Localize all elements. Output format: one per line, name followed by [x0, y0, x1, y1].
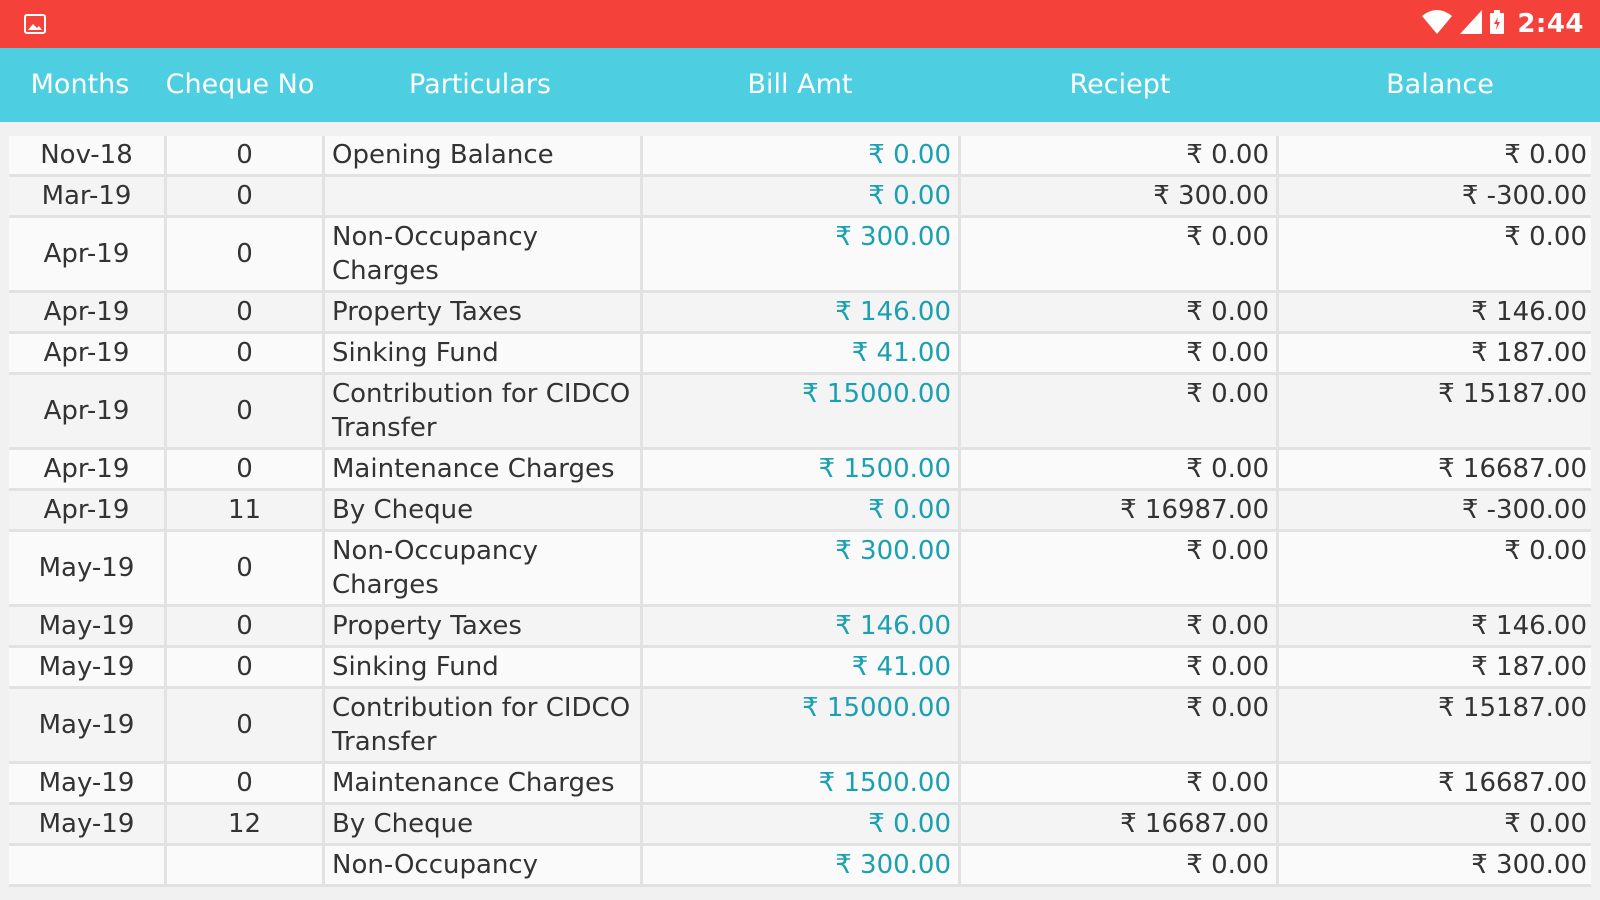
header-receipt[interactable]: Reciept: [1069, 69, 1171, 100]
receipt-cell: ₹ 16687.00: [961, 805, 1276, 843]
bill-amt-cell: ₹ 1500.00: [643, 450, 958, 488]
bill-amt-cell: ₹ 1500.00: [643, 764, 958, 802]
receipt-cell: ₹ 300.00: [961, 177, 1276, 215]
month-cell: May-19: [9, 805, 164, 843]
table-row[interactable]: [9, 648, 1591, 686]
bill-amt-cell: ₹ 0.00: [643, 491, 958, 529]
table-row[interactable]: [9, 375, 1591, 447]
month-cell: May-19: [9, 648, 164, 686]
bill-amt-cell: ₹ 300.00: [643, 846, 958, 884]
balance-cell: ₹ 15187.00: [1279, 375, 1591, 447]
balance-cell: ₹ 146.00: [1279, 293, 1591, 331]
receipt-cell: ₹ 0.00: [961, 607, 1276, 645]
receipt-cell: ₹ 16987.00: [961, 491, 1276, 529]
table-row[interactable]: [9, 136, 1591, 174]
receipt-cell: ₹ 0.00: [961, 375, 1276, 447]
ledger-table[interactable]: [9, 136, 1591, 900]
ledger-grid: [9, 136, 1591, 887]
receipt-cell: ₹ 0.00: [961, 218, 1276, 290]
balance-cell: ₹ -300.00: [1279, 491, 1591, 529]
particulars-cell: Non-Occupancy Charges: [325, 218, 640, 290]
balance-cell: ₹ 146.00: [1279, 607, 1591, 645]
particulars-cell: Sinking Fund: [325, 648, 640, 686]
particulars-cell: Non-Occupancy Charges: [325, 532, 640, 604]
gallery-icon: [24, 14, 46, 34]
month-cell: Apr-19: [9, 293, 164, 331]
bill-amt-cell: ₹ 300.00: [643, 218, 958, 290]
cheque-no-cell: 0: [167, 375, 322, 447]
particulars-cell: Opening Balance: [325, 136, 640, 174]
cheque-no-cell: 0: [167, 334, 322, 372]
table-row[interactable]: [9, 334, 1591, 372]
month-cell: [9, 846, 164, 884]
balance-cell: ₹ 187.00: [1279, 648, 1591, 686]
receipt-cell: ₹ 0.00: [961, 532, 1276, 604]
table-row[interactable]: [9, 293, 1591, 331]
receipt-cell: ₹ 0.00: [961, 764, 1276, 802]
table-row[interactable]: [9, 689, 1591, 761]
month-cell: May-19: [9, 689, 164, 761]
month-cell: May-19: [9, 607, 164, 645]
status-bar: [0, 0, 1600, 48]
table-row[interactable]: [9, 177, 1591, 215]
receipt-cell: ₹ 0.00: [961, 136, 1276, 174]
cheque-no-cell: 0: [167, 218, 322, 290]
cheque-no-cell: 12: [167, 805, 322, 843]
balance-cell: ₹ 0.00: [1279, 136, 1591, 174]
balance-cell: ₹ 0.00: [1279, 532, 1591, 604]
table-row[interactable]: [9, 846, 1591, 884]
battery-icon: [1489, 9, 1505, 39]
month-cell: Apr-19: [9, 375, 164, 447]
month-cell: Nov-18: [9, 136, 164, 174]
header-months[interactable]: Months: [30, 69, 130, 100]
bill-amt-cell: ₹ 0.00: [643, 136, 958, 174]
cheque-no-cell: 0: [167, 177, 322, 215]
particulars-cell: Contribution for CIDCO Transfer: [325, 689, 640, 761]
month-cell: Mar-19: [9, 177, 164, 215]
balance-cell: ₹ -300.00: [1279, 177, 1591, 215]
receipt-cell: ₹ 0.00: [961, 846, 1276, 884]
particulars-cell: By Cheque: [325, 805, 640, 843]
header-balance[interactable]: Balance: [1386, 69, 1494, 100]
bill-amt-cell: ₹ 146.00: [643, 607, 958, 645]
month-cell: Apr-19: [9, 450, 164, 488]
bill-amt-cell: ₹ 0.00: [643, 805, 958, 843]
particulars-cell: Maintenance Charges: [325, 764, 640, 802]
particulars-cell: [325, 177, 640, 215]
signal-icon: [1459, 9, 1483, 39]
bill-amt-cell: ₹ 15000.00: [643, 689, 958, 761]
table-row[interactable]: [9, 607, 1591, 645]
balance-cell: ₹ 16687.00: [1279, 450, 1591, 488]
receipt-cell: ₹ 0.00: [961, 293, 1276, 331]
particulars-cell: Sinking Fund: [325, 334, 640, 372]
table-row[interactable]: [9, 532, 1591, 604]
receipt-cell: ₹ 0.00: [961, 689, 1276, 761]
table-row[interactable]: [9, 805, 1591, 843]
particulars-cell: By Cheque: [325, 491, 640, 529]
cheque-no-cell: 0: [167, 607, 322, 645]
bill-amt-cell: ₹ 41.00: [643, 334, 958, 372]
receipt-cell: ₹ 0.00: [961, 334, 1276, 372]
balance-cell: ₹ 187.00: [1279, 334, 1591, 372]
balance-cell: ₹ 16687.00: [1279, 764, 1591, 802]
particulars-cell: Maintenance Charges: [325, 450, 640, 488]
header-particulars[interactable]: Particulars: [409, 69, 551, 100]
cheque-no-cell: 0: [167, 450, 322, 488]
table-row[interactable]: [9, 491, 1591, 529]
particulars-cell: Property Taxes: [325, 607, 640, 645]
cheque-no-cell: [167, 846, 322, 884]
bill-amt-cell: ₹ 41.00: [643, 648, 958, 686]
cheque-no-cell: 11: [167, 491, 322, 529]
month-cell: May-19: [9, 764, 164, 802]
balance-cell: ₹ 15187.00: [1279, 689, 1591, 761]
table-header: [0, 48, 1600, 122]
particulars-cell: Non-Occupancy: [325, 846, 640, 884]
bill-amt-cell: ₹ 146.00: [643, 293, 958, 331]
cheque-no-cell: 0: [167, 648, 322, 686]
cheque-no-cell: 0: [167, 689, 322, 761]
cheque-no-cell: 0: [167, 293, 322, 331]
cheque-no-cell: 0: [167, 532, 322, 604]
receipt-cell: ₹ 0.00: [961, 648, 1276, 686]
bill-amt-cell: ₹ 15000.00: [643, 375, 958, 447]
header-bill-amt[interactable]: Bill Amt: [747, 69, 853, 100]
table-row[interactable]: [9, 450, 1591, 488]
receipt-cell: ₹ 0.00: [961, 450, 1276, 488]
month-cell: Apr-19: [9, 491, 164, 529]
bill-amt-cell: ₹ 300.00: [643, 532, 958, 604]
table-row[interactable]: [9, 218, 1591, 290]
bill-amt-cell: ₹ 0.00: [643, 177, 958, 215]
month-cell: Apr-19: [9, 218, 164, 290]
cheque-no-cell: 0: [167, 764, 322, 802]
wifi-icon: [1421, 9, 1453, 39]
header-cheque-no[interactable]: Cheque No: [165, 69, 315, 100]
balance-cell: ₹ 300.00: [1279, 846, 1591, 884]
balance-cell: ₹ 0.00: [1279, 218, 1591, 290]
table-row[interactable]: [9, 764, 1591, 802]
particulars-cell: Property Taxes: [325, 293, 640, 331]
cheque-no-cell: 0: [167, 136, 322, 174]
particulars-cell: Contribution for CIDCO Transfer: [325, 375, 640, 447]
balance-cell: ₹ 0.00: [1279, 805, 1591, 843]
month-cell: Apr-19: [9, 334, 164, 372]
clock: 2:44: [1517, 9, 1584, 39]
month-cell: May-19: [9, 532, 164, 604]
